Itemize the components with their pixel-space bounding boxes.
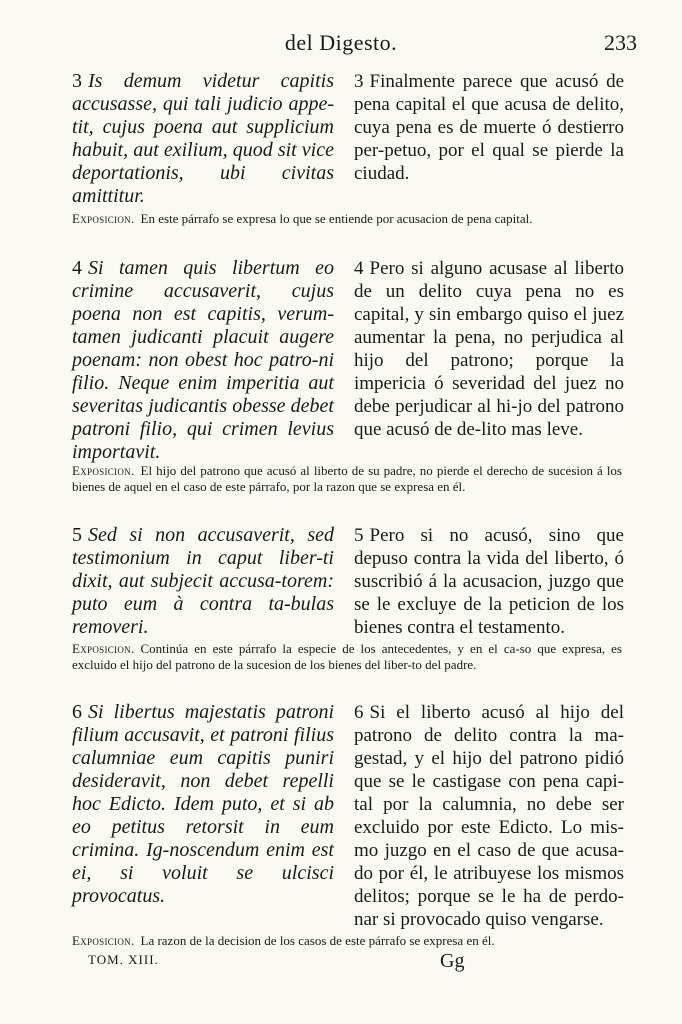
paragraph-number: 5 bbox=[72, 524, 82, 546]
paragraph-4 bbox=[72, 257, 624, 463]
spanish-text-6 bbox=[354, 701, 624, 931]
paragraph-number: 4 bbox=[354, 258, 364, 279]
volume-label: TOM. XIII. bbox=[88, 952, 159, 967]
latin-text-5 bbox=[72, 524, 334, 639]
latin-text-4 bbox=[72, 257, 334, 464]
paragraph-number: 6 bbox=[354, 702, 364, 723]
latin-body: Is demum videtur capitis accusasse, qui tali judicio appe-tit, cujus poena aut supplicium habuit, aut exilium, quod sit vice deportationis, ubi civitas amittitur. bbox=[72, 70, 334, 207]
spanish-body: Pero si alguno acusase al liberto de un delito cuya pena no es capital, y sin embargo quiso el juez aumentar la pena, no perjudica al hijo del patrono; porque la impericia ó severidad del juez no debe perjudicar al hi-jo del patrono que acusó de de-lito mas leve. bbox=[354, 258, 624, 440]
spanish-text-5 bbox=[354, 524, 624, 639]
exposition-label: Exposicion. bbox=[72, 641, 135, 656]
paragraph-number: 6 bbox=[72, 701, 82, 723]
paragraph-number: 4 bbox=[72, 257, 82, 279]
exposition-label: Exposicion. bbox=[72, 463, 135, 478]
exposition-body: El hijo del patrono que acusó al liberto de su padre, no pierde el derecho de sucesion á los bienes de aquel en el caso de este párrafo, por la razon que se expresa en él. bbox=[72, 463, 622, 494]
page-footer bbox=[88, 950, 612, 978]
exposition-4 bbox=[72, 463, 622, 495]
exposition-body: La razon de la decision de los casos de este párrafo se expresa en él. bbox=[140, 933, 495, 948]
signature-mark: Gg bbox=[440, 950, 465, 972]
paragraph-5 bbox=[72, 524, 624, 638]
running-title: del Digesto. bbox=[284, 30, 398, 55]
exposition-6 bbox=[72, 933, 622, 949]
spanish-body: Si el liberto acusó al hijo del patrono de delito contra la ma-gestad, y el hijo del patrono pidió que se le castigase con pena capi-tal por la calumnia, no debe ser excluido por este Edicto. Lo mis-mo juzgo en el caso de que acusa-do por él, le atribuyese los mismos delitos; porque se le ha de perdo-nar si provocado quiso vengarse. bbox=[354, 702, 624, 930]
exposition-body: Continúa en este párrafo la especie de los antecedentes, y en el ca-so que expresa, es excluido el hijo del patrono de la sucesion de los bienes del liber-to del padre. bbox=[72, 641, 622, 672]
latin-text-3 bbox=[72, 70, 334, 208]
exposition-body: En este párrafo se expresa lo que se entiende por acusacion de pena capital. bbox=[140, 211, 533, 226]
exposition-5 bbox=[72, 641, 622, 673]
spanish-text-3 bbox=[354, 70, 624, 185]
paragraph-number: 3 bbox=[354, 71, 364, 92]
paragraph-number: 3 bbox=[72, 70, 82, 92]
latin-text-6 bbox=[72, 701, 334, 908]
exposition-3 bbox=[72, 211, 622, 227]
paragraph-3 bbox=[72, 70, 624, 207]
spanish-body: Pero si no acusó, sino que depuso contra la vida del liberto, ó suscribió á la acusacion, juzgo que se le excluye de la peticion de los bienes contra el testamento. bbox=[354, 525, 624, 638]
page-number: 233 bbox=[604, 30, 637, 55]
exposition-label: Exposicion. bbox=[72, 211, 135, 226]
spanish-body: Finalmente parece que acusó de pena capital el que acusa de delito, cuya pena es de muerte ó destierro per-petuo, por el qual se pierde la ciudad. bbox=[354, 71, 624, 184]
spanish-text-4 bbox=[354, 257, 624, 441]
latin-body: Sed si non accusaverit, sed testimonium in caput liber-ti dixit, aut subjecit accusa-torem: puto eum à contra ta-bulas removeri. bbox=[72, 524, 334, 638]
page-header bbox=[70, 30, 637, 58]
paragraph-number: 5 bbox=[354, 525, 364, 546]
latin-body: Si tamen quis libertum eo crimine accusaverit, cujus poena non est capitis, verum-tamen judicanti placuit augere poenam: non obest hoc patro-ni filio. Neque enim imperitia aut severitas judicantis obesse debet patroni filio, qui crimen levius importavit. bbox=[72, 257, 334, 463]
latin-body: Si libertus majestatis patroni filium accusavit, et patroni filius calumniae eum capitis puniri desideravit, non debet repelli hoc Edicto. Idem puto, et si ab eo petitus retorsit in eum crimina. Ig-noscendum enim est ei, si voluit se ulcisci provocatus. bbox=[72, 701, 334, 907]
paragraph-6 bbox=[72, 701, 624, 930]
exposition-label: Exposicion. bbox=[72, 933, 135, 948]
